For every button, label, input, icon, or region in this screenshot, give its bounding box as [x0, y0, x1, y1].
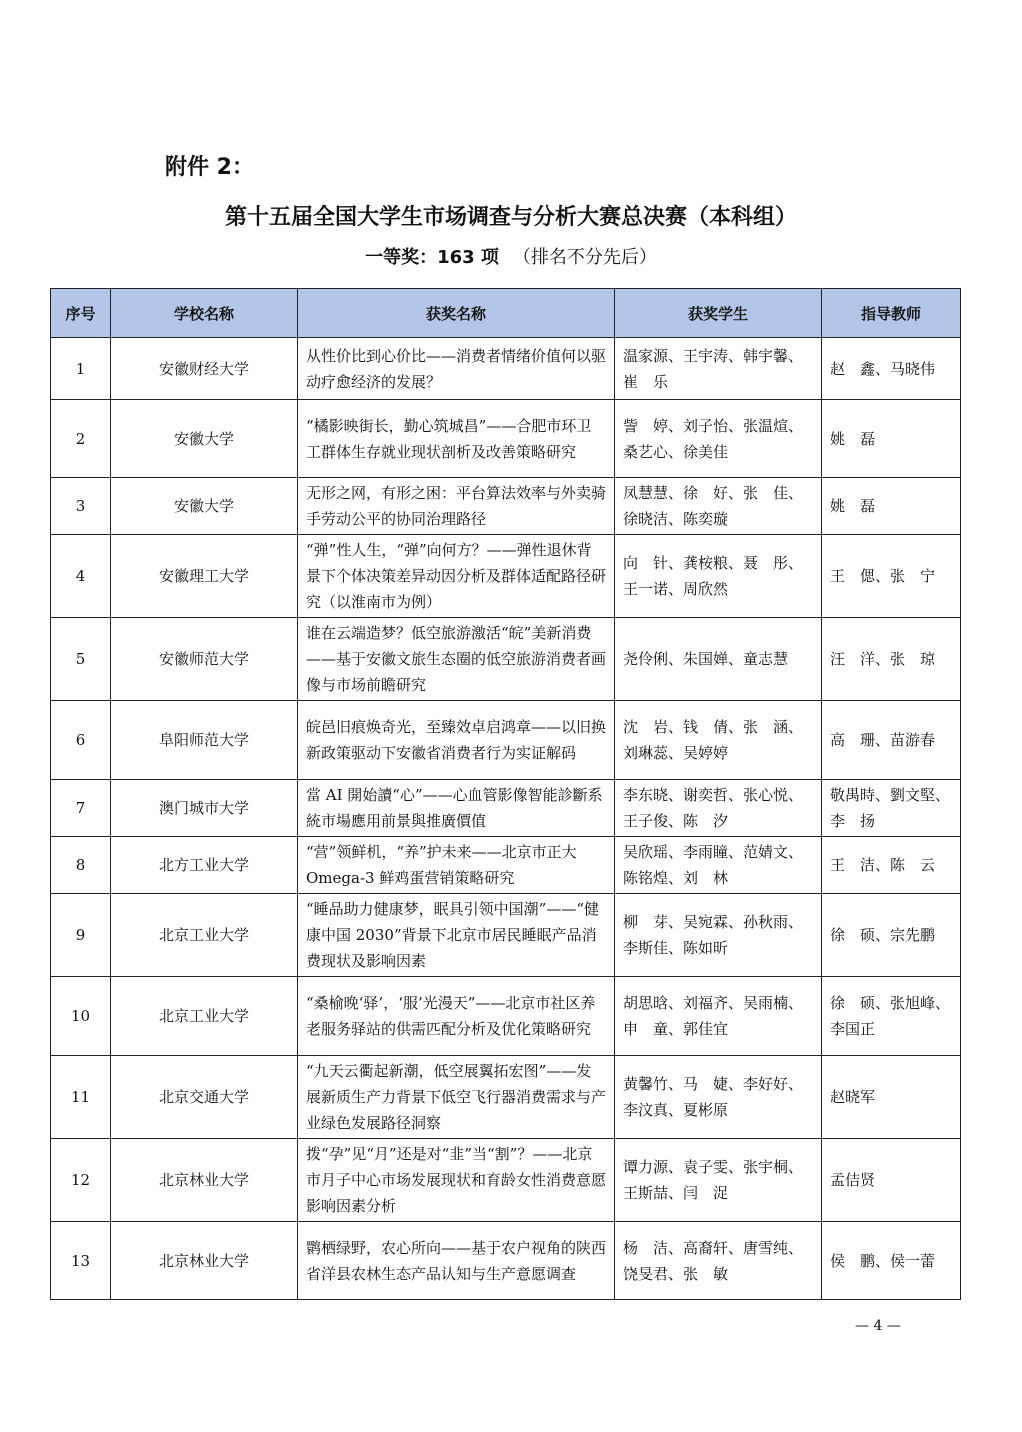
row-students: 柳 芽、吴宛霖、孙秋雨、李斯佳、陈如昕 [615, 894, 822, 977]
ranking-note: （排名不分先后） [512, 247, 657, 268]
row-school: 北京交通大学 [111, 1056, 298, 1139]
row-students: 谭力源、袁子雯、张宇桐、王斯喆、闫 浞 [615, 1139, 822, 1222]
row-no: 3 [51, 478, 111, 535]
table-row [51, 780, 961, 837]
row-students: 李东晓、谢奕哲、张心悦、王子俊、陈 汐 [615, 780, 822, 837]
row-students: 温家源、王宇涛、韩宇馨、崔 乐 [615, 338, 822, 400]
row-award-title: 鹮栖绿野，农心所向——基于农户视角的陕西省洋县农林生态产品认知与生产意愿调查 [298, 1222, 615, 1300]
row-no: 9 [51, 894, 111, 977]
row-students: 沈 岩、钱 倩、张 涵、刘琳蕊、吴婷婷 [615, 701, 822, 780]
awards-table [50, 288, 961, 1300]
row-teachers: 赵 鑫、马晓伟 [822, 338, 961, 400]
row-students: 尧伶俐、朱国婵、童志慧 [615, 618, 822, 701]
row-teachers: 徐 硕、宗先鹏 [822, 894, 961, 977]
table-row [51, 701, 961, 780]
row-school: 北京工业大学 [111, 977, 298, 1056]
row-award-title: “九天云衢起新潮，低空展翼拓宏图”——发展新质生产力背景下低空飞行器消费需求与产业绿色发展路径洞察 [298, 1056, 615, 1139]
row-school: 安徽师范大学 [111, 618, 298, 701]
row-award-title: “桑榆晚‘驿’，‘服’光漫天”——北京市社区养老服务驿站的供需匹配分析及优化策略研究 [298, 977, 615, 1056]
row-no: 5 [51, 618, 111, 701]
header-students: 获奖学生 [615, 289, 822, 338]
row-no: 8 [51, 837, 111, 894]
row-award-title: “弹”性人生，“弹”向何方？——弹性退休背景下个体决策差异动因分析及群体适配路径研究（以淮南市为例） [298, 535, 615, 618]
row-students: 向 针、龚桉粮、聂 彤、王一诺、周欣然 [615, 535, 822, 618]
row-school: 安徽财经大学 [111, 338, 298, 400]
row-students: 黄馨竹、马 婕、李好好、李汶真、夏彬原 [615, 1056, 822, 1139]
row-no: 2 [51, 400, 111, 478]
table-row [51, 977, 961, 1056]
table-header-row [51, 289, 961, 338]
row-no: 10 [51, 977, 111, 1056]
row-no: 12 [51, 1139, 111, 1222]
table-row [51, 1222, 961, 1300]
row-school: 澳门城市大学 [111, 780, 298, 837]
table-row [51, 535, 961, 618]
header-teachers: 指导教师 [822, 289, 961, 338]
award-count: 一等奖：163 项 [365, 247, 499, 268]
header-no: 序号 [51, 289, 111, 338]
row-teachers: 王 洁、陈 云 [822, 837, 961, 894]
page-number: — 4 — [855, 1318, 901, 1334]
table-row [51, 478, 961, 535]
table-row [51, 837, 961, 894]
row-teachers: 王 偲、张 宁 [822, 535, 961, 618]
table-row [51, 338, 961, 400]
row-school: 阜阳师范大学 [111, 701, 298, 780]
row-award-title: “营”领鲜机，“养”护未来——北京市正大 Omega-3 鲜鸡蛋营销策略研究 [298, 837, 615, 894]
row-school: 北京林业大学 [111, 1139, 298, 1222]
row-award-title: “橘影映街长，勤心筑城昌”——合肥市环卫工群体生存就业现状剖析及改善策略研究 [298, 400, 615, 478]
document-title: 第十五届全国大学生市场调查与分析大赛总决赛（本科组） [224, 205, 797, 230]
table-row [51, 400, 961, 478]
row-no: 4 [51, 535, 111, 618]
table-row [51, 894, 961, 977]
row-no: 1 [51, 338, 111, 400]
header-school: 学校名称 [111, 289, 298, 338]
row-teachers: 孟佶贤 [822, 1139, 961, 1222]
row-students: 訾 婷、刘子怡、张温煊、桑艺心、徐美佳 [615, 400, 822, 478]
table-row [51, 1056, 961, 1139]
row-award-title: “睡品助力健康梦，眠具引领中国潮”——“健康中国 2030”背景下北京市居民睡眠产品消费现状及影响因素 [298, 894, 615, 977]
row-school: 北京工业大学 [111, 894, 298, 977]
row-award-title: 當 AI 開始讀“心”——心血管影像智能診斷系統市場應用前景與推廣價值 [298, 780, 615, 837]
row-no: 7 [51, 780, 111, 837]
row-award-title: 皖邑旧痕焕奇光，至臻效卓启鸿章——以旧换新政策驱动下安徽省消费者行为实证解码 [298, 701, 615, 780]
table-row [51, 618, 961, 701]
header-award-title: 获奖名称 [298, 289, 615, 338]
row-students: 胡思晗、刘福齐、吴雨楠、申 童、郭佳宜 [615, 977, 822, 1056]
row-teachers: 敬禺時、劉文堅、李 扬 [822, 780, 961, 837]
row-teachers: 汪 洋、张 琼 [822, 618, 961, 701]
row-award-title: 拨“孕”见“月”还是对“韭”当“割”？——北京市月子中心市场发展现状和育龄女性消费意愿影响因素分析 [298, 1139, 615, 1222]
row-award-title: 从性价比到心价比——消费者情绪价值何以驱动疗愈经济的发展？ [298, 338, 615, 400]
row-no: 13 [51, 1222, 111, 1300]
row-no: 11 [51, 1056, 111, 1139]
table-row [51, 1139, 961, 1222]
award-subtitle [0, 243, 1022, 269]
row-students: 吴欣瑶、李雨瞳、范婧文、陈铭煌、刘 林 [615, 837, 822, 894]
row-school: 安徽理工大学 [111, 535, 298, 618]
attachment-label: 附件 2： [165, 155, 254, 180]
row-teachers: 高 珊、苗游春 [822, 701, 961, 780]
row-school: 北方工业大学 [111, 837, 298, 894]
row-teachers: 赵晓军 [822, 1056, 961, 1139]
row-award-title: 谁在云端造梦？低空旅游激活“皖”美新消费——基于安徽文旅生态圈的低空旅游消费者画像与市场前瞻研究 [298, 618, 615, 701]
row-award-title: 无形之网，有形之困：平台算法效率与外卖骑手劳动公平的协同治理路径 [298, 478, 615, 535]
row-school: 安徽大学 [111, 400, 298, 478]
row-students: 凤慧慧、徐 好、张 佳、徐晓洁、陈奕璇 [615, 478, 822, 535]
row-teachers: 姚 磊 [822, 400, 961, 478]
row-students: 杨 洁、高裔轩、唐雪纯、饶旻君、张 敏 [615, 1222, 822, 1300]
row-school: 安徽大学 [111, 478, 298, 535]
row-teachers: 姚 磊 [822, 478, 961, 535]
row-no: 6 [51, 701, 111, 780]
row-teachers: 徐 硕、张旭峰、李国正 [822, 977, 961, 1056]
row-teachers: 侯 鹏、侯一蕾 [822, 1222, 961, 1300]
row-school: 北京林业大学 [111, 1222, 298, 1300]
